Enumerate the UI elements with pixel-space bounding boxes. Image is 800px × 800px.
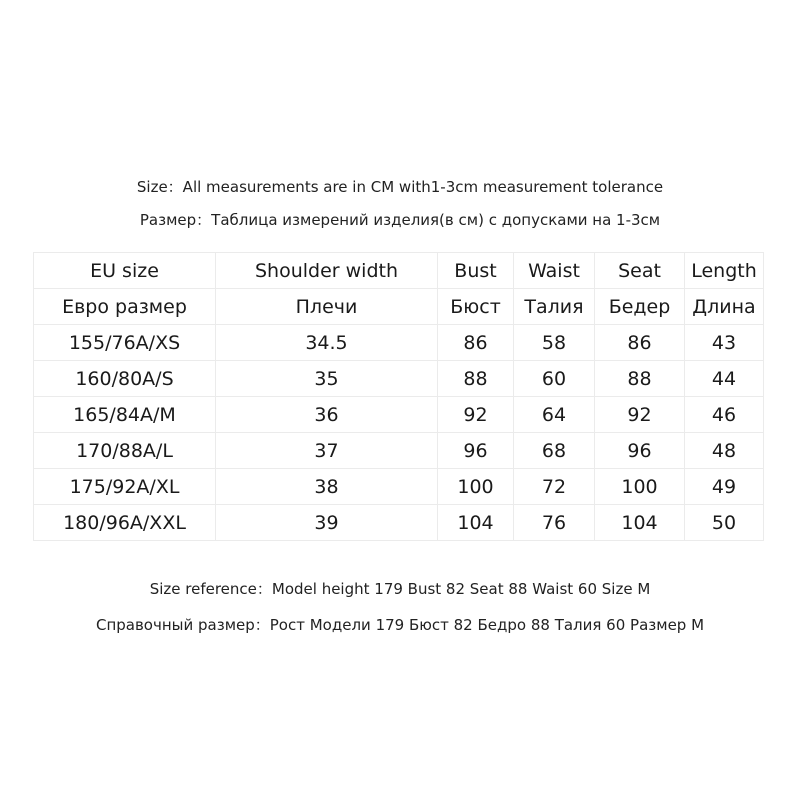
cell-shoulder-width: 35 [216, 361, 438, 397]
cell-shoulder-width: 38 [216, 469, 438, 505]
cell-seat: 86 [595, 325, 685, 361]
header-length-ru: Длина [685, 289, 764, 325]
header-waist-ru: Талия [514, 289, 595, 325]
header-row-russian [34, 289, 764, 325]
header-bust-ru: Бюст [438, 289, 514, 325]
table-row [34, 325, 764, 361]
table-row [34, 361, 764, 397]
cell-seat: 96 [595, 433, 685, 469]
cell-eu-size: 165/84A/M [34, 397, 216, 433]
cell-eu-size: 160/80A/S [34, 361, 216, 397]
size-note-russian: Размер：Таблица измерений изделия(в см) с допусками на 1-3см [139, 211, 661, 229]
table-row [34, 505, 764, 541]
cell-bust: 88 [438, 361, 514, 397]
header-shoulder-width-ru: Плечи [216, 289, 438, 325]
cell-waist: 72 [514, 469, 595, 505]
size-chart-table [33, 252, 764, 541]
cell-waist: 58 [514, 325, 595, 361]
cell-waist: 64 [514, 397, 595, 433]
model-reference-russian: Справочный размер：Рост Модели 179 Бюст 82 Бедро 88 Талия 60 Размер M [95, 616, 705, 634]
cell-seat: 104 [595, 505, 685, 541]
header-eu-size: EU size [34, 253, 216, 289]
cell-bust: 104 [438, 505, 514, 541]
cell-length: 50 [685, 505, 764, 541]
cell-bust: 86 [438, 325, 514, 361]
cell-shoulder-width: 34.5 [216, 325, 438, 361]
table-row [34, 397, 764, 433]
cell-length: 48 [685, 433, 764, 469]
cell-seat: 88 [595, 361, 685, 397]
cell-shoulder-width: 37 [216, 433, 438, 469]
cell-eu-size: 180/96A/XXL [34, 505, 216, 541]
header-bust: Bust [438, 253, 514, 289]
cell-length: 49 [685, 469, 764, 505]
cell-eu-size: 175/92A/XL [34, 469, 216, 505]
cell-waist: 76 [514, 505, 595, 541]
model-reference-english: Size reference：Model height 179 Bust 82 Seat 88 Waist 60 Size M [149, 580, 651, 598]
table-row [34, 433, 764, 469]
size-note-english: Size：All measurements are in CM with1-3cm measurement tolerance [136, 178, 664, 196]
header-row-english [34, 253, 764, 289]
header-waist: Waist [514, 253, 595, 289]
cell-seat: 100 [595, 469, 685, 505]
header-seat: Seat [595, 253, 685, 289]
header-length: Length [685, 253, 764, 289]
cell-waist: 68 [514, 433, 595, 469]
cell-bust: 92 [438, 397, 514, 433]
cell-waist: 60 [514, 361, 595, 397]
header-shoulder-width: Shoulder width [216, 253, 438, 289]
cell-length: 43 [685, 325, 764, 361]
cell-length: 44 [685, 361, 764, 397]
cell-length: 46 [685, 397, 764, 433]
cell-shoulder-width: 36 [216, 397, 438, 433]
cell-seat: 92 [595, 397, 685, 433]
header-eu-size-ru: Евро размер [34, 289, 216, 325]
cell-bust: 100 [438, 469, 514, 505]
cell-bust: 96 [438, 433, 514, 469]
cell-eu-size: 170/88A/L [34, 433, 216, 469]
header-seat-ru: Бедер [595, 289, 685, 325]
cell-shoulder-width: 39 [216, 505, 438, 541]
cell-eu-size: 155/76A/XS [34, 325, 216, 361]
table-row [34, 469, 764, 505]
